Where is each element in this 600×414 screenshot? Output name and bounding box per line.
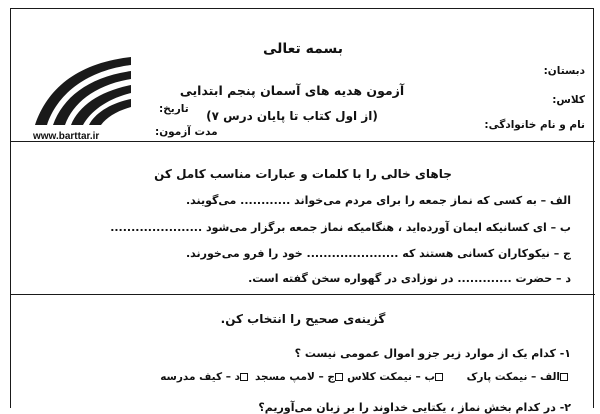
checkbox-icon[interactable] [560, 373, 568, 381]
exam-range: (از اول کتاب تا پایان درس ۷) [206, 109, 378, 123]
bismillah-heading: بسمه تعالی [262, 41, 344, 57]
date-label: تاریخ: [159, 103, 189, 115]
exam-header [11, 9, 595, 142]
section-divider [11, 294, 595, 295]
option-d-label: د – کیف مدرسه [160, 371, 240, 383]
blank-question-a: الف – به کسی که نماز جمعه را برای مردم می‌خواند ............ می‌گویند. [185, 194, 571, 207]
barttar-logo-icon [27, 49, 137, 129]
checkbox-icon[interactable] [240, 373, 248, 381]
option-a[interactable] [467, 371, 571, 383]
checkbox-icon[interactable] [435, 373, 443, 381]
checkbox-icon[interactable] [335, 373, 343, 381]
option-d[interactable] [160, 371, 251, 383]
school-label: دبستان: [543, 65, 585, 77]
exam-title: آزمون هدیه های آسمان پنجم ابتدایی [179, 83, 405, 98]
option-c-label: ج – لامپ مسجد [254, 371, 335, 383]
fill-in-blank-title: جاهای خالی را با کلمات و عبارات مناسب کامل کن [154, 167, 452, 181]
exam-duration-label: مدت آزمون: [155, 126, 218, 138]
student-name-label: نام و نام خانوادگی: [484, 119, 585, 131]
exam-sheet [10, 8, 594, 414]
question-1: ۱- کدام یک از موارد زیر جزو اموال عمومی نیست ؟ [294, 347, 571, 360]
multiple-choice-title: گزینه‌ی صحیح را انتخاب کن. [220, 312, 386, 326]
question-2: ۲- در کدام بخش نماز ، یکتایی خداوند را بر زبان می‌آوریم؟ [258, 401, 571, 414]
blank-question-b: ب – ای کسانیکه ایمان آورده‌اید ، هنگامیکه نماز جمعه برگزار می‌شود ...................... [110, 221, 571, 234]
blank-question-c: ج – نیکوکاران کسانی هستند که ...................... خود را فرو می‌خورند. [185, 247, 571, 260]
option-b-label: ب – نیمکت کلاس [347, 371, 435, 383]
class-label: کلاس: [552, 94, 585, 106]
question-1-options [91, 371, 571, 387]
blank-question-d: د – حضرت ............. در نوزادی در گهواره سخن گفته است. [248, 272, 571, 285]
option-c[interactable] [255, 371, 346, 383]
option-a-label: الف – نیمکت پارک [466, 371, 560, 383]
logo-website-text: www.barttar.ir [33, 131, 100, 142]
option-b[interactable] [347, 371, 446, 383]
